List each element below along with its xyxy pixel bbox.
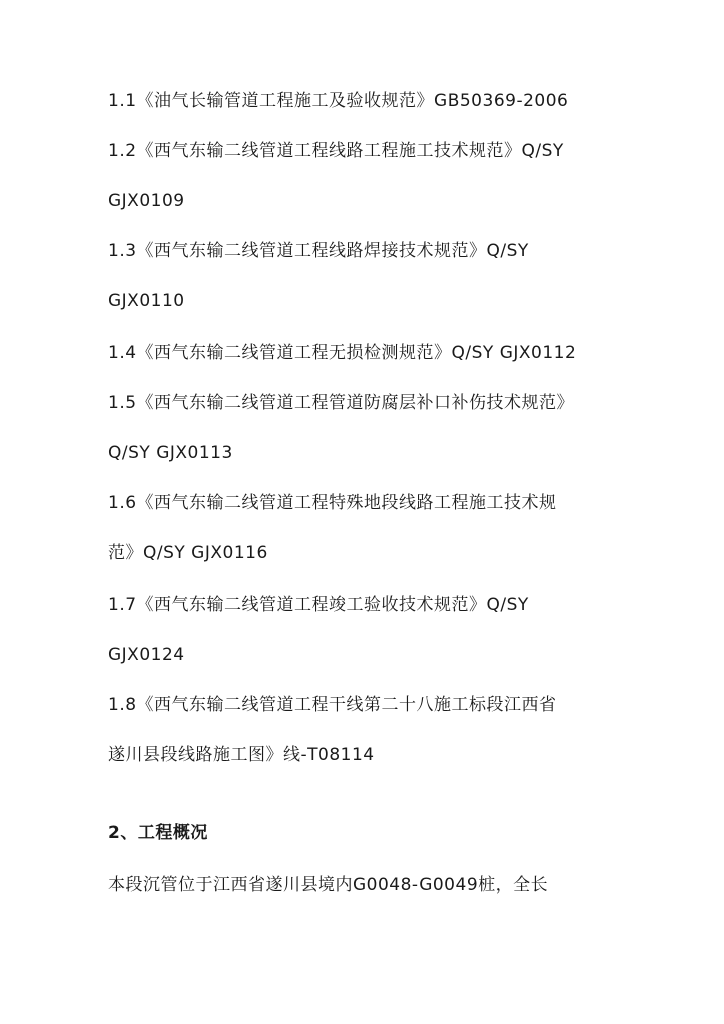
reference-1-2-code: GJX0109 — [108, 191, 185, 211]
reference-1-5-code: Q/SY GJX0113 — [108, 443, 233, 463]
reference-1-4: 1.4《西气东输二线管道工程无损检测规范》Q/SY GJX0112 — [108, 343, 577, 363]
reference-1-6-code: 范》Q/SY GJX0116 — [108, 543, 268, 563]
reference-1-5: 1.5《西气东输二线管道工程管道防腐层补口补伤技术规范》 — [108, 393, 575, 413]
body-paragraph-line: 本段沉管位于江西省遂川县境内G0048-G0049桩，全长 — [108, 875, 549, 895]
reference-1-6: 1.6《西气东输二线管道工程特殊地段线路工程施工技术规 — [108, 493, 557, 513]
reference-1-2: 1.2《西气东输二线管道工程线路工程施工技术规范》Q/SY — [108, 141, 564, 161]
reference-1-1: 1.1《油气长输管道工程施工及验收规范》GB50369-2006 — [108, 91, 569, 111]
reference-1-8: 1.8《西气东输二线管道工程干线第二十八施工标段江西省 — [108, 695, 557, 715]
reference-1-8-cont: 遂川县段线路施工图》线-T08114 — [108, 745, 375, 765]
reference-1-7: 1.7《西气东输二线管道工程竣工验收技术规范》Q/SY — [108, 595, 529, 615]
reference-1-7-code: GJX0124 — [108, 645, 185, 665]
section-heading: 2、工程概况 — [108, 823, 208, 843]
reference-1-3: 1.3《西气东输二线管道工程线路焊接技术规范》Q/SY — [108, 241, 529, 261]
reference-1-3-code: GJX0110 — [108, 291, 185, 311]
